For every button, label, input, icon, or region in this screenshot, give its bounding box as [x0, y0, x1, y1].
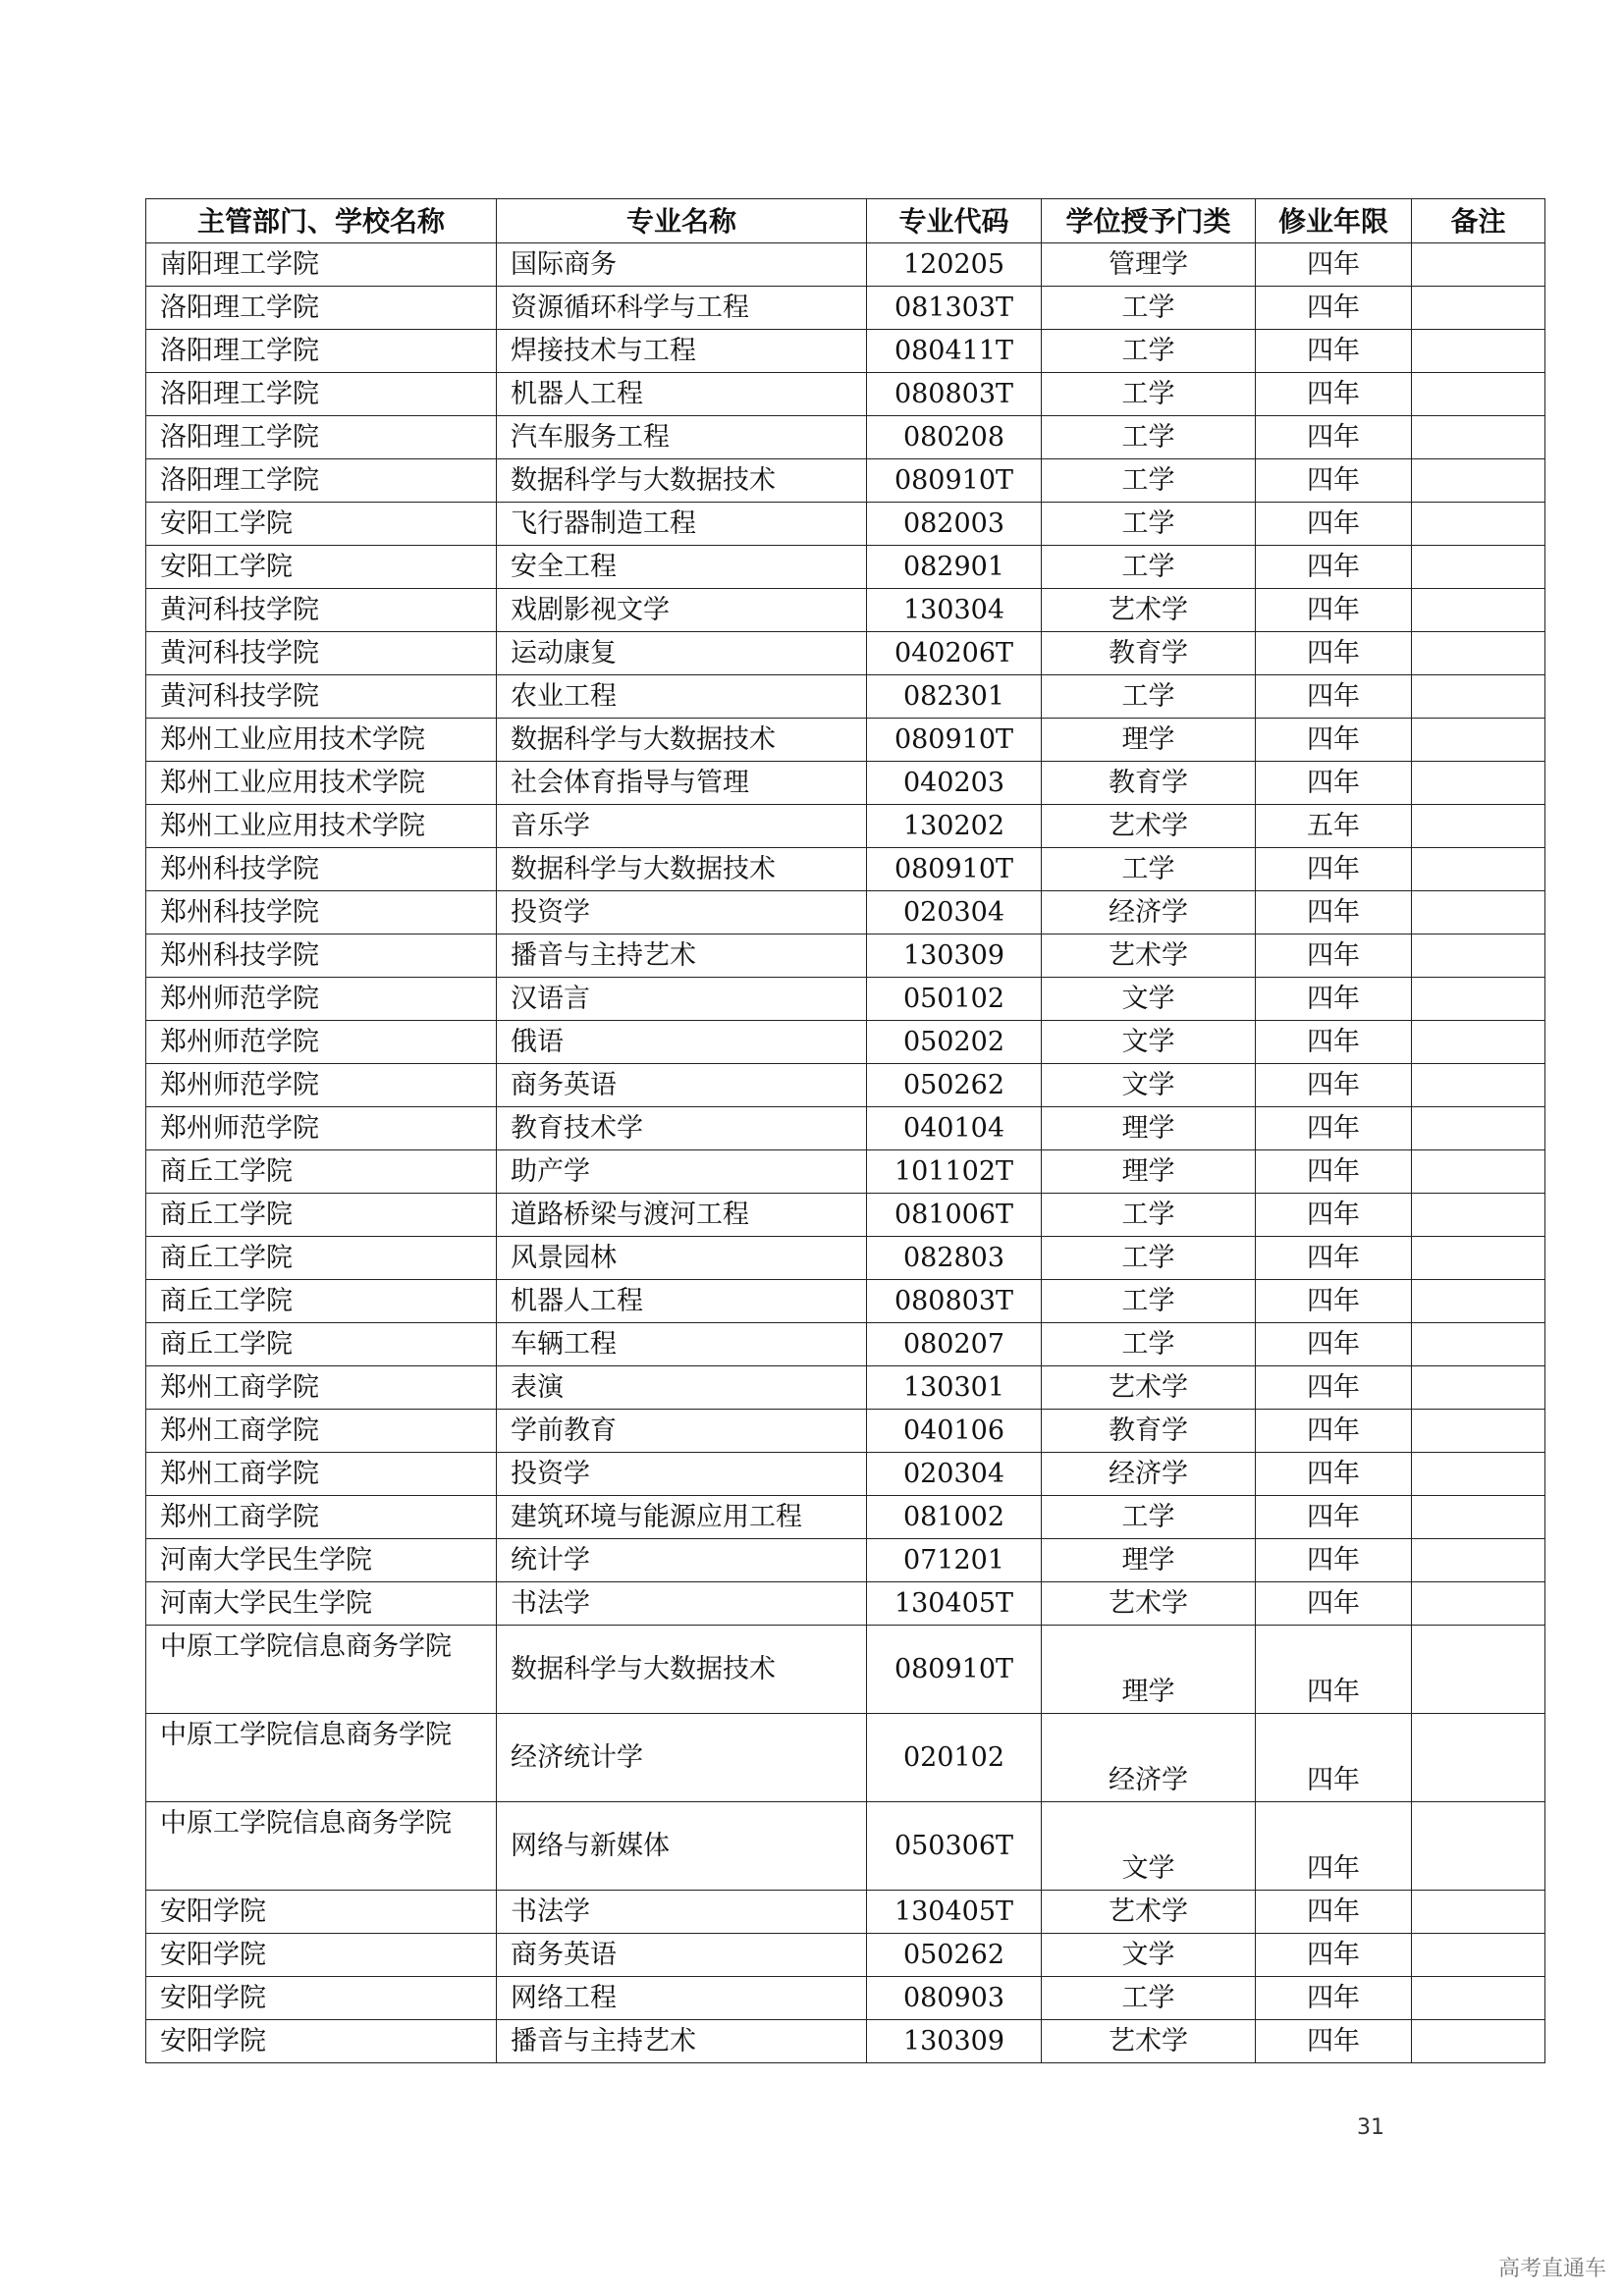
- table-row: [146, 934, 1545, 978]
- cell-major: 书法学: [497, 1891, 867, 1934]
- cell-degree-category: 艺术学: [1042, 2020, 1256, 2063]
- cell-degree-category: 工学: [1042, 546, 1256, 589]
- cell-note: [1412, 1021, 1545, 1064]
- table-row: [146, 762, 1545, 805]
- cell-code: 080207: [867, 1323, 1042, 1366]
- cell-degree-category: 教育学: [1042, 632, 1256, 675]
- cell-school: 郑州师范学院: [146, 1107, 497, 1150]
- cell-years: 四年: [1256, 1366, 1412, 1410]
- cell-code: 080803T: [867, 1280, 1042, 1323]
- table-row: [146, 1453, 1545, 1496]
- cell-years: 四年: [1256, 1934, 1412, 1977]
- table-row: [146, 1626, 1545, 1714]
- cell-code: 050102: [867, 978, 1042, 1021]
- cell-degree-category: 工学: [1042, 1496, 1256, 1539]
- cell-major: 机器人工程: [497, 373, 867, 416]
- cell-school: 中原工学院信息商务学院: [146, 1802, 497, 1891]
- cell-note: [1412, 1107, 1545, 1150]
- cell-school: 郑州工业应用技术学院: [146, 719, 497, 762]
- table-row: [146, 632, 1545, 675]
- cell-code: 082301: [867, 675, 1042, 719]
- cell-note: [1412, 1496, 1545, 1539]
- cell-major: 汉语言: [497, 978, 867, 1021]
- cell-degree-category: 文学: [1042, 978, 1256, 1021]
- cell-degree-category: 工学: [1042, 416, 1256, 459]
- watermark: 高考直通车: [1497, 2257, 1606, 2281]
- table-body: [146, 243, 1545, 2063]
- cell-years: 四年: [1256, 1714, 1412, 1802]
- cell-years: 四年: [1256, 1539, 1412, 1582]
- cell-note: [1412, 1539, 1545, 1582]
- cell-note: [1412, 1626, 1545, 1714]
- cell-degree-category: 工学: [1042, 330, 1256, 373]
- cell-years: 四年: [1256, 1323, 1412, 1366]
- cell-degree-category: 工学: [1042, 848, 1256, 891]
- cell-school: 安阳学院: [146, 2020, 497, 2063]
- cell-degree-category: 理学: [1042, 1107, 1256, 1150]
- cell-code: 101102T: [867, 1150, 1042, 1194]
- table-row: [146, 1323, 1545, 1366]
- cell-years: 四年: [1256, 848, 1412, 891]
- cell-school: 黄河科技学院: [146, 632, 497, 675]
- cell-years: 四年: [1256, 1064, 1412, 1107]
- cell-years: 四年: [1256, 934, 1412, 978]
- table-row: [146, 805, 1545, 848]
- table-row: [146, 1237, 1545, 1280]
- cell-code: 080910T: [867, 848, 1042, 891]
- cell-code: 080910T: [867, 719, 1042, 762]
- cell-note: [1412, 848, 1545, 891]
- cell-degree-category: 文学: [1042, 1802, 1256, 1891]
- cell-degree-category: 艺术学: [1042, 1366, 1256, 1410]
- cell-degree-category: 理学: [1042, 719, 1256, 762]
- table-row: [146, 1496, 1545, 1539]
- cell-major: 飞行器制造工程: [497, 503, 867, 546]
- cell-school: 郑州师范学院: [146, 1064, 497, 1107]
- cell-major: 风景园林: [497, 1237, 867, 1280]
- cell-years: 四年: [1256, 1021, 1412, 1064]
- cell-degree-category: 艺术学: [1042, 1891, 1256, 1934]
- cell-code: 082901: [867, 546, 1042, 589]
- cell-school: 安阳学院: [146, 1934, 497, 1977]
- cell-note: [1412, 805, 1545, 848]
- cell-degree-category: 工学: [1042, 1977, 1256, 2020]
- cell-note: [1412, 589, 1545, 632]
- cell-major: 农业工程: [497, 675, 867, 719]
- cell-code: 040203: [867, 762, 1042, 805]
- cell-degree-category: 理学: [1042, 1539, 1256, 1582]
- cell-school: 安阳学院: [146, 1891, 497, 1934]
- cell-major: 商务英语: [497, 1934, 867, 1977]
- cell-school: 郑州科技学院: [146, 848, 497, 891]
- cell-note: [1412, 632, 1545, 675]
- cell-school: 安阳工学院: [146, 503, 497, 546]
- cell-years: 四年: [1256, 762, 1412, 805]
- cell-major: 机器人工程: [497, 1280, 867, 1323]
- cell-major: 音乐学: [497, 805, 867, 848]
- cell-major: 国际商务: [497, 243, 867, 287]
- cell-degree-category: 工学: [1042, 1237, 1256, 1280]
- table-row: [146, 416, 1545, 459]
- cell-note: [1412, 416, 1545, 459]
- cell-code: 082803: [867, 1237, 1042, 1280]
- header-degree-category: 学位授予门类: [1042, 199, 1256, 243]
- cell-degree-category: 工学: [1042, 459, 1256, 503]
- cell-years: 四年: [1256, 719, 1412, 762]
- cell-major: 网络工程: [497, 1977, 867, 2020]
- cell-major: 建筑环境与能源应用工程: [497, 1496, 867, 1539]
- cell-major: 运动康复: [497, 632, 867, 675]
- cell-code: 050262: [867, 1064, 1042, 1107]
- cell-code: 130405T: [867, 1582, 1042, 1626]
- cell-note: [1412, 1802, 1545, 1891]
- cell-school: 郑州工业应用技术学院: [146, 805, 497, 848]
- table-row: [146, 243, 1545, 287]
- cell-code: 080903: [867, 1977, 1042, 2020]
- header-major: 专业名称: [497, 199, 867, 243]
- cell-note: [1412, 1453, 1545, 1496]
- table-row: [146, 287, 1545, 330]
- cell-degree-category: 艺术学: [1042, 1582, 1256, 1626]
- cell-school: 黄河科技学院: [146, 589, 497, 632]
- cell-years: 五年: [1256, 805, 1412, 848]
- cell-code: 130304: [867, 589, 1042, 632]
- cell-years: 四年: [1256, 1891, 1412, 1934]
- cell-major: 播音与主持艺术: [497, 2020, 867, 2063]
- cell-major: 网络与新媒体: [497, 1802, 867, 1891]
- cell-years: 四年: [1256, 1280, 1412, 1323]
- table-row: [146, 675, 1545, 719]
- cell-major: 学前教育: [497, 1410, 867, 1453]
- table-row: [146, 1194, 1545, 1237]
- cell-note: [1412, 1410, 1545, 1453]
- cell-years: 四年: [1256, 2020, 1412, 2063]
- cell-note: [1412, 1064, 1545, 1107]
- cell-code: 082003: [867, 503, 1042, 546]
- cell-years: 四年: [1256, 1453, 1412, 1496]
- cell-note: [1412, 1891, 1545, 1934]
- cell-major: 数据科学与大数据技术: [497, 848, 867, 891]
- cell-code: 081002: [867, 1496, 1042, 1539]
- header-school: 主管部门、学校名称: [146, 199, 497, 243]
- cell-school: 河南大学民生学院: [146, 1582, 497, 1626]
- cell-school: 郑州工商学院: [146, 1453, 497, 1496]
- table-row: [146, 546, 1545, 589]
- cell-code: 040104: [867, 1107, 1042, 1150]
- cell-note: [1412, 934, 1545, 978]
- cell-note: [1412, 1714, 1545, 1802]
- cell-degree-category: 文学: [1042, 1934, 1256, 1977]
- cell-degree-category: 教育学: [1042, 1410, 1256, 1453]
- cell-years: 四年: [1256, 330, 1412, 373]
- cell-years: 四年: [1256, 1107, 1412, 1150]
- cell-major: 数据科学与大数据技术: [497, 459, 867, 503]
- cell-degree-category: 理学: [1042, 1150, 1256, 1194]
- table-row: [146, 1582, 1545, 1626]
- cell-school: 安阳工学院: [146, 546, 497, 589]
- cell-note: [1412, 675, 1545, 719]
- table-row: [146, 589, 1545, 632]
- cell-code: 050306T: [867, 1802, 1042, 1891]
- cell-code: 081006T: [867, 1194, 1042, 1237]
- cell-major: 书法学: [497, 1582, 867, 1626]
- majors-table: [145, 198, 1545, 2063]
- table-row: [146, 1107, 1545, 1150]
- header-years: 修业年限: [1256, 199, 1412, 243]
- cell-school: 郑州工商学院: [146, 1410, 497, 1453]
- cell-school: 黄河科技学院: [146, 675, 497, 719]
- cell-degree-category: 工学: [1042, 1323, 1256, 1366]
- cell-major: 播音与主持艺术: [497, 934, 867, 978]
- cell-school: 中原工学院信息商务学院: [146, 1714, 497, 1802]
- cell-note: [1412, 2020, 1545, 2063]
- cell-note: [1412, 1150, 1545, 1194]
- cell-code: 020304: [867, 1453, 1042, 1496]
- cell-code: 040106: [867, 1410, 1042, 1453]
- cell-code: 130202: [867, 805, 1042, 848]
- cell-degree-category: 工学: [1042, 675, 1256, 719]
- table-row: [146, 1280, 1545, 1323]
- cell-years: 四年: [1256, 1410, 1412, 1453]
- cell-degree-category: 经济学: [1042, 1714, 1256, 1802]
- table-row: [146, 1714, 1545, 1802]
- cell-degree-category: 教育学: [1042, 762, 1256, 805]
- cell-years: 四年: [1256, 1150, 1412, 1194]
- cell-school: 中原工学院信息商务学院: [146, 1626, 497, 1714]
- cell-note: [1412, 546, 1545, 589]
- cell-years: 四年: [1256, 459, 1412, 503]
- cell-school: 郑州工商学院: [146, 1366, 497, 1410]
- cell-degree-category: 经济学: [1042, 891, 1256, 934]
- cell-years: 四年: [1256, 546, 1412, 589]
- cell-note: [1412, 978, 1545, 1021]
- cell-code: 050202: [867, 1021, 1042, 1064]
- table-row: [146, 891, 1545, 934]
- cell-years: 四年: [1256, 675, 1412, 719]
- cell-note: [1412, 719, 1545, 762]
- cell-major: 资源循环科学与工程: [497, 287, 867, 330]
- cell-years: 四年: [1256, 1977, 1412, 2020]
- cell-school: 南阳理工学院: [146, 243, 497, 287]
- table-row: [146, 330, 1545, 373]
- cell-code: 080208: [867, 416, 1042, 459]
- page-number: 31: [1357, 2115, 1384, 2140]
- cell-school: 商丘工学院: [146, 1280, 497, 1323]
- cell-major: 数据科学与大数据技术: [497, 1626, 867, 1714]
- cell-years: 四年: [1256, 632, 1412, 675]
- cell-school: 洛阳理工学院: [146, 373, 497, 416]
- cell-school: 商丘工学院: [146, 1150, 497, 1194]
- cell-code: 040206T: [867, 632, 1042, 675]
- cell-major: 戏剧影视文学: [497, 589, 867, 632]
- header-note: 备注: [1412, 199, 1545, 243]
- cell-years: 四年: [1256, 978, 1412, 1021]
- cell-years: 四年: [1256, 1582, 1412, 1626]
- table-row: [146, 719, 1545, 762]
- cell-code: 020304: [867, 891, 1042, 934]
- cell-major: 焊接技术与工程: [497, 330, 867, 373]
- cell-degree-category: 艺术学: [1042, 589, 1256, 632]
- cell-school: 郑州师范学院: [146, 1021, 497, 1064]
- cell-major: 商务英语: [497, 1064, 867, 1107]
- cell-note: [1412, 1366, 1545, 1410]
- cell-major: 经济统计学: [497, 1714, 867, 1802]
- cell-school: 郑州工业应用技术学院: [146, 762, 497, 805]
- cell-code: 080411T: [867, 330, 1042, 373]
- cell-school: 商丘工学院: [146, 1194, 497, 1237]
- table-row: [146, 1366, 1545, 1410]
- cell-note: [1412, 1323, 1545, 1366]
- table-row: [146, 459, 1545, 503]
- table-row: [146, 1934, 1545, 1977]
- cell-school: 洛阳理工学院: [146, 330, 497, 373]
- cell-years: 四年: [1256, 1496, 1412, 1539]
- cell-note: [1412, 891, 1545, 934]
- cell-note: [1412, 287, 1545, 330]
- cell-degree-category: 理学: [1042, 1626, 1256, 1714]
- cell-major: 汽车服务工程: [497, 416, 867, 459]
- table-row: [146, 1064, 1545, 1107]
- cell-note: [1412, 1237, 1545, 1280]
- cell-note: [1412, 373, 1545, 416]
- cell-years: 四年: [1256, 891, 1412, 934]
- cell-degree-category: 文学: [1042, 1064, 1256, 1107]
- cell-school: 洛阳理工学院: [146, 459, 497, 503]
- cell-code: 080803T: [867, 373, 1042, 416]
- cell-code: 130301: [867, 1366, 1042, 1410]
- cell-years: 四年: [1256, 1802, 1412, 1891]
- cell-degree-category: 工学: [1042, 503, 1256, 546]
- cell-years: 四年: [1256, 503, 1412, 546]
- cell-degree-category: 文学: [1042, 1021, 1256, 1064]
- cell-major: 俄语: [497, 1021, 867, 1064]
- cell-school: 郑州科技学院: [146, 934, 497, 978]
- cell-degree-category: 艺术学: [1042, 934, 1256, 978]
- cell-note: [1412, 1934, 1545, 1977]
- cell-school: 郑州工商学院: [146, 1496, 497, 1539]
- cell-major: 教育技术学: [497, 1107, 867, 1150]
- cell-code: 071201: [867, 1539, 1042, 1582]
- cell-years: 四年: [1256, 1194, 1412, 1237]
- cell-degree-category: 工学: [1042, 373, 1256, 416]
- cell-school: 洛阳理工学院: [146, 416, 497, 459]
- table-row: [146, 2020, 1545, 2063]
- cell-years: 四年: [1256, 243, 1412, 287]
- cell-school: 洛阳理工学院: [146, 287, 497, 330]
- cell-school: 郑州科技学院: [146, 891, 497, 934]
- cell-code: 130405T: [867, 1891, 1042, 1934]
- cell-note: [1412, 1977, 1545, 2020]
- cell-code: 130309: [867, 2020, 1042, 2063]
- table-row: [146, 1021, 1545, 1064]
- cell-code: 080910T: [867, 459, 1042, 503]
- cell-degree-category: 工学: [1042, 1280, 1256, 1323]
- cell-degree-category: 艺术学: [1042, 805, 1256, 848]
- cell-school: 河南大学民生学院: [146, 1539, 497, 1582]
- cell-degree-category: 工学: [1042, 1194, 1256, 1237]
- cell-major: 车辆工程: [497, 1323, 867, 1366]
- cell-major: 道路桥梁与渡河工程: [497, 1194, 867, 1237]
- cell-school: 商丘工学院: [146, 1237, 497, 1280]
- cell-years: 四年: [1256, 589, 1412, 632]
- table-row: [146, 848, 1545, 891]
- cell-degree-category: 经济学: [1042, 1453, 1256, 1496]
- cell-years: 四年: [1256, 373, 1412, 416]
- cell-school: 郑州师范学院: [146, 978, 497, 1021]
- cell-degree-category: 工学: [1042, 287, 1256, 330]
- cell-major: 安全工程: [497, 546, 867, 589]
- table-header-row: [146, 199, 1545, 243]
- cell-major: 投资学: [497, 891, 867, 934]
- cell-school: 商丘工学院: [146, 1323, 497, 1366]
- cell-code: 050262: [867, 1934, 1042, 1977]
- table-row: [146, 1802, 1545, 1891]
- table-row: [146, 1539, 1545, 1582]
- table-row: [146, 1410, 1545, 1453]
- header-code: 专业代码: [867, 199, 1042, 243]
- cell-note: [1412, 1194, 1545, 1237]
- cell-note: [1412, 243, 1545, 287]
- cell-major: 社会体育指导与管理: [497, 762, 867, 805]
- cell-note: [1412, 459, 1545, 503]
- cell-major: 统计学: [497, 1539, 867, 1582]
- cell-years: 四年: [1256, 1237, 1412, 1280]
- cell-note: [1412, 1280, 1545, 1323]
- cell-code: 080910T: [867, 1626, 1042, 1714]
- cell-major: 投资学: [497, 1453, 867, 1496]
- cell-degree-category: 管理学: [1042, 243, 1256, 287]
- table-row: [146, 1150, 1545, 1194]
- table-row: [146, 503, 1545, 546]
- cell-note: [1412, 1582, 1545, 1626]
- table-row: [146, 1977, 1545, 2020]
- cell-years: 四年: [1256, 1626, 1412, 1714]
- cell-code: 020102: [867, 1714, 1042, 1802]
- cell-code: 130309: [867, 934, 1042, 978]
- table-row: [146, 1891, 1545, 1934]
- cell-code: 120205: [867, 243, 1042, 287]
- cell-years: 四年: [1256, 416, 1412, 459]
- cell-code: 081303T: [867, 287, 1042, 330]
- table-row: [146, 978, 1545, 1021]
- cell-major: 助产学: [497, 1150, 867, 1194]
- cell-major: 表演: [497, 1366, 867, 1410]
- cell-note: [1412, 762, 1545, 805]
- cell-note: [1412, 503, 1545, 546]
- cell-note: [1412, 330, 1545, 373]
- cell-major: 数据科学与大数据技术: [497, 719, 867, 762]
- cell-years: 四年: [1256, 287, 1412, 330]
- cell-school: 安阳学院: [146, 1977, 497, 2020]
- table-row: [146, 373, 1545, 416]
